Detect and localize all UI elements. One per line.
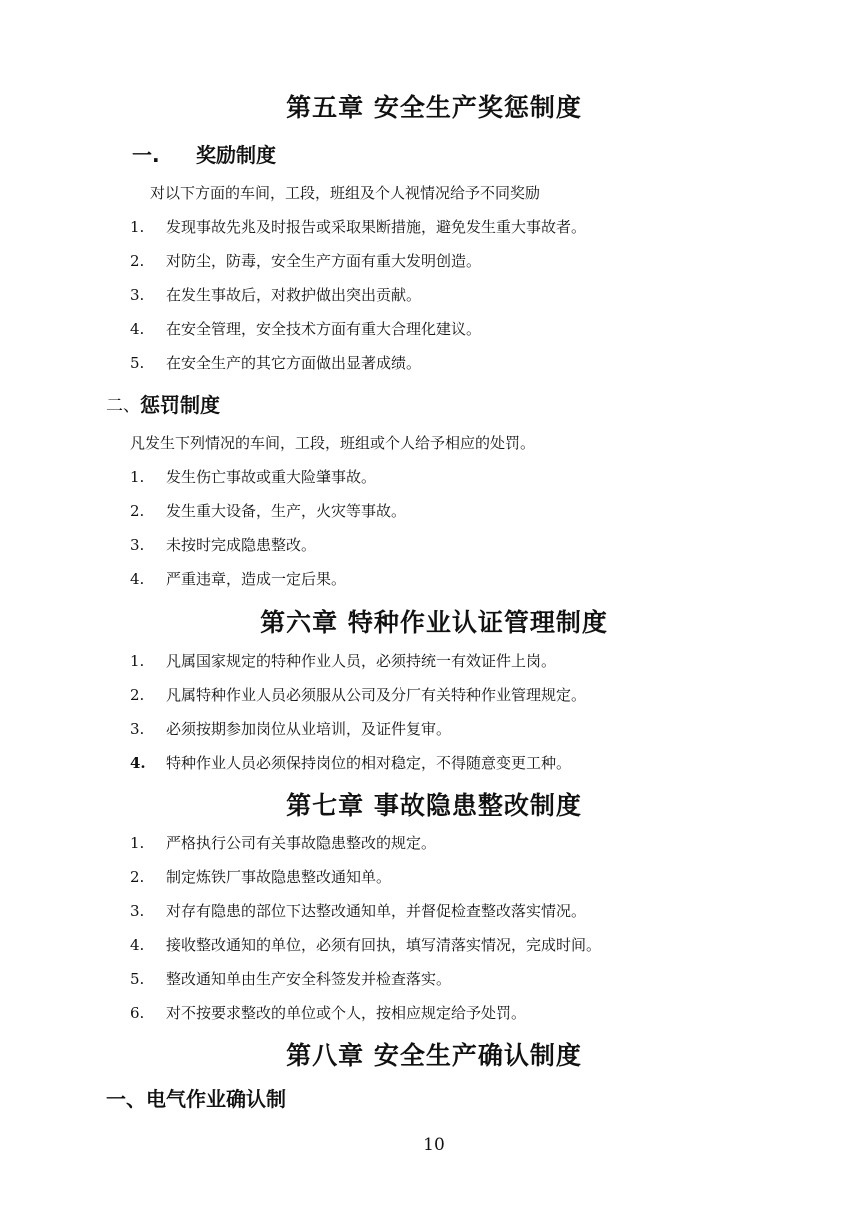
item-number: 4. [130,754,146,772]
list-item [130,900,586,921]
electrical-confirmation-section-title: 一、电气作业确认制 [106,1087,286,1111]
item-number: 1. [130,652,145,670]
chapter-7-title: 第七章 事故隐患整改制度 [286,791,582,820]
list-item [130,1002,526,1023]
page-number: 10 [423,1135,445,1155]
item-number: 3. [130,536,145,554]
item-text: 未按时完成隐患整改。 [166,536,317,554]
list-item [130,216,586,237]
list-item [130,466,376,487]
chapter-5-title: 第五章 安全生产奖惩制度 [286,93,582,122]
list-item [130,968,451,989]
item-number: 5. [130,354,145,372]
item-number: 1. [130,218,145,236]
chapter-6-title: 第六章 特种作业认证管理制度 [260,608,608,637]
item-text: 发现事故先兆及时报告或采取果断措施，避免发生重大事故者。 [166,218,587,236]
item-text: 必须按期参加岗位从业培训，及证件复审。 [166,720,452,738]
penalties-intro: 凡发生下列情况的车间，工段，班组或个人给予相应的处罚。 [130,434,536,452]
rewards-section-number: 一. [132,143,160,167]
item-text: 制定炼铁厂事故隐患整改通知单。 [166,868,392,886]
item-text: 对不按要求整改的单位或个人，按相应规定给予处罚。 [166,1004,527,1022]
list-item [130,250,481,271]
item-number: 2. [130,868,145,886]
list-item [130,866,391,887]
item-number: 6. [130,1004,145,1022]
item-number: 5. [130,970,145,988]
item-text: 在安全管理，安全技术方面有重大合理化建议。 [166,320,482,338]
item-text: 对存有隐患的部位下达整改通知单，并督促检查整改落实情况。 [166,902,587,920]
list-item [130,684,586,705]
penalties-section-number: 二、 [106,396,140,416]
item-number: 3. [130,902,145,920]
item-text: 整改通知单由生产安全科签发并检查落实。 [166,970,452,988]
list-item [130,650,556,671]
item-number: 3. [130,286,145,304]
item-text: 严重违章，造成一定后果。 [166,570,347,588]
item-number: 2. [130,502,145,520]
item-text: 发生伤亡事故或重大险肇事故。 [166,468,377,486]
list-item [130,500,406,521]
item-number: 1. [130,834,145,852]
list-item [130,534,316,555]
item-number: 3. [130,720,145,738]
item-text: 凡属特种作业人员必须服从公司及分厂有关特种作业管理规定。 [166,686,587,704]
list-item [130,934,601,955]
rewards-intro: 对以下方面的车间，工段，班组及个人视情况给予不同奖励 [150,184,541,202]
item-number: 4. [130,320,145,338]
item-text: 特种作业人员必须保持岗位的相对稳定，不得随意变更工种。 [166,754,572,772]
penalties-section-title: 惩罚制度 [140,393,220,417]
list-item [130,752,571,773]
item-text: 凡属国家规定的特种作业人员，必须持统一有效证件上岗。 [166,652,557,670]
item-text: 接收整改通知的单位，必须有回执，填写清落实情况，完成时间。 [166,936,602,954]
item-text: 严格执行公司有关事故隐患整改的规定。 [166,834,437,852]
list-item [130,718,451,739]
item-number: 1. [130,468,145,486]
list-item [130,832,436,853]
list-item [130,352,421,373]
item-number: 4. [130,570,145,588]
list-item [130,284,421,305]
item-number: 2. [130,252,145,270]
item-text: 在发生事故后，对救护做出突出贡献。 [166,286,422,304]
item-text: 在安全生产的其它方面做出显著成绩。 [166,354,422,372]
list-item [130,318,481,339]
item-number: 2. [130,686,145,704]
rewards-section-title: 奖励制度 [196,143,276,167]
list-item [130,568,346,589]
item-text: 对防尘，防毒，安全生产方面有重大发明创造。 [166,252,482,270]
item-text: 发生重大设备，生产，火灾等事故。 [166,502,407,520]
chapter-8-title: 第八章 安全生产确认制度 [286,1041,582,1070]
item-number: 4. [130,936,145,954]
